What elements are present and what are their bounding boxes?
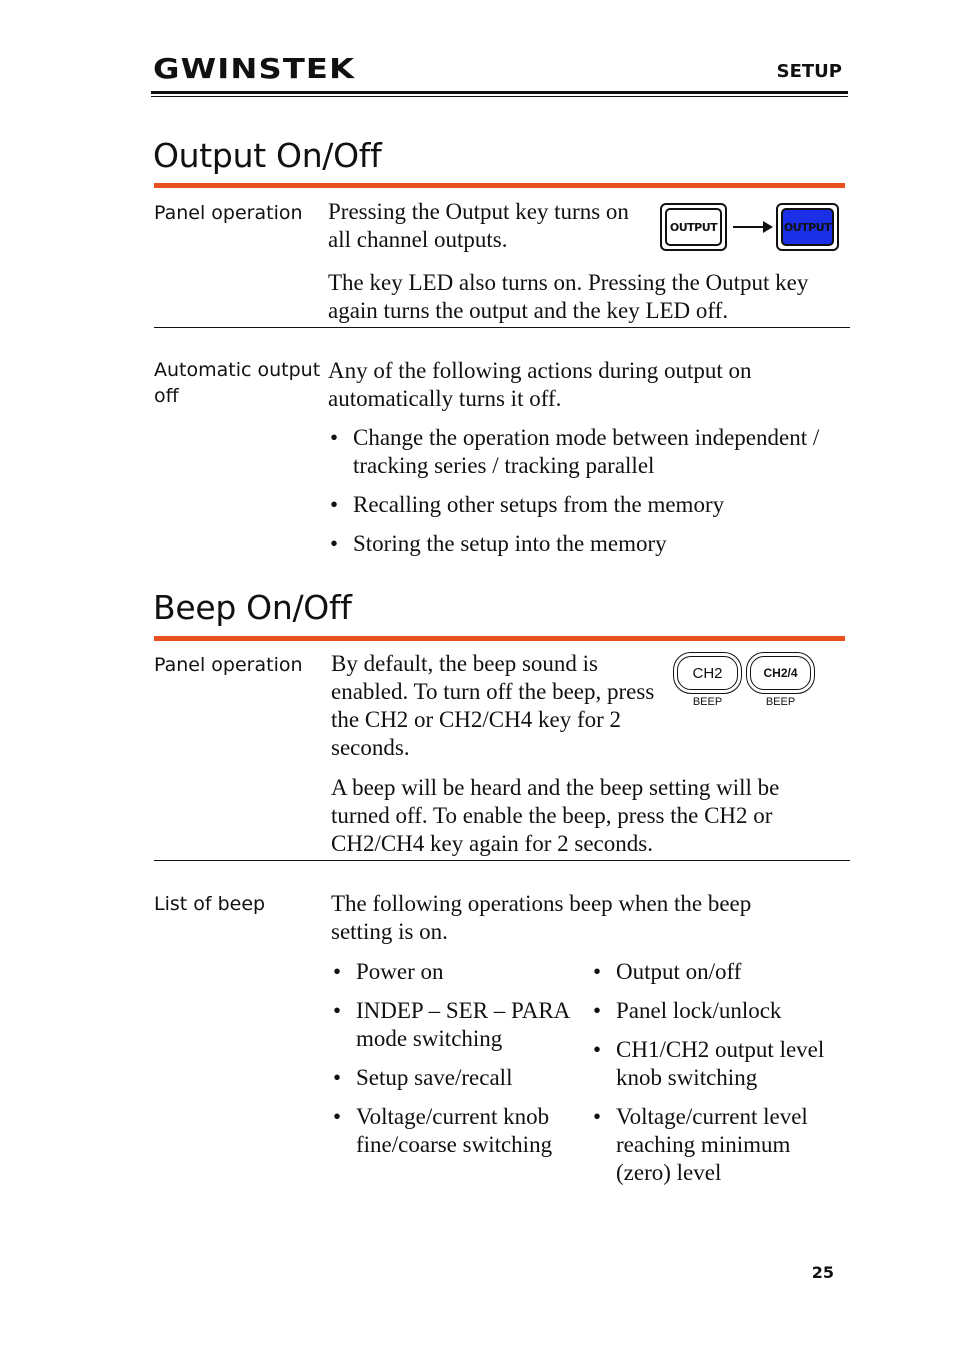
beep-panel-text1: By default, the beep sound is enabled. To turn off the beep, press the CH2 or CH2/CH4 key for 2 seconds. [331,651,655,760]
ch2-4-beep-caption: BEEP [765,696,796,708]
output-section-title: Output On/Off [153,136,382,175]
list-item: • CH1/CH2 output level knob switching [591,1036,849,1092]
list-item: • Power on [331,958,583,986]
beep-list-col2 [591,958,849,1187]
header-rule-thick [151,91,848,94]
output-key-off-label: OUTPUT [665,208,722,246]
output-panel-divider [154,327,850,328]
arrow-right-icon [733,218,773,236]
ch2-beep-caption: BEEP [692,696,723,708]
auto-off-intro: Any of the following actions during output on automatically turns it off. [328,358,752,411]
list-item: • INDEP – SER – PARA mode switching [331,997,583,1053]
list-of-beep-label: List of beep [154,893,266,915]
output-panel-text1: Pressing the Output key turns on all channel outputs. [328,199,629,252]
beep-panel-text2: A beep will be heard and the beep setting will be turned off. To enable the beep, press the CH2 or CH2/CH4 key again for 2 seconds. [331,775,780,856]
section-name: SETUP [776,61,842,82]
ch2-4-beep-key[interactable] [746,652,815,694]
ch2-key-label: CH2 [677,656,738,690]
output-key-on[interactable] [776,203,839,251]
list-item: • Storing the setup into the memory [328,530,848,558]
list-item: • Change the operation mode between independent / tracking series / tracking parallel [328,424,848,480]
beep-panel-divider [154,860,850,861]
beep-panel-operation-label: Panel operation [154,654,303,676]
beep-section-title: Beep On/Off [153,588,352,627]
header-rule-thin [151,96,848,97]
output-title-rule [154,183,845,188]
list-item: • Output on/off [591,958,849,986]
page-number: 25 [811,1263,834,1282]
list-item: • Setup save/recall [331,1064,583,1092]
list-item: • Voltage/current level reaching minimum (zero) level [591,1103,849,1187]
ch2-4-key-label: CH2/4 [750,656,811,690]
list-item: • Panel lock/unlock [591,997,849,1025]
output-key-off[interactable] [660,203,727,251]
list-item: • Voltage/current knob fine/coarse switching [331,1103,583,1159]
list-of-beep-intro: The following operations beep when the beep setting is on. [331,891,752,944]
brand-logo: GWINSTEK [153,52,356,85]
list-item: • Recalling other setups from the memory [328,491,848,519]
output-panel-text2: The key LED also turns on. Pressing the Output key again turns the output and the key LED off. [328,270,809,323]
output-panel-operation-label: Panel operation [154,202,303,224]
ch2-beep-key[interactable] [673,652,742,694]
beep-list-col1 [331,958,583,1159]
beep-title-rule [154,636,845,641]
output-key-on-label: OUTPUT [781,208,834,246]
auto-off-label: Automatic output off [154,359,321,407]
auto-off-bullets [328,424,848,558]
